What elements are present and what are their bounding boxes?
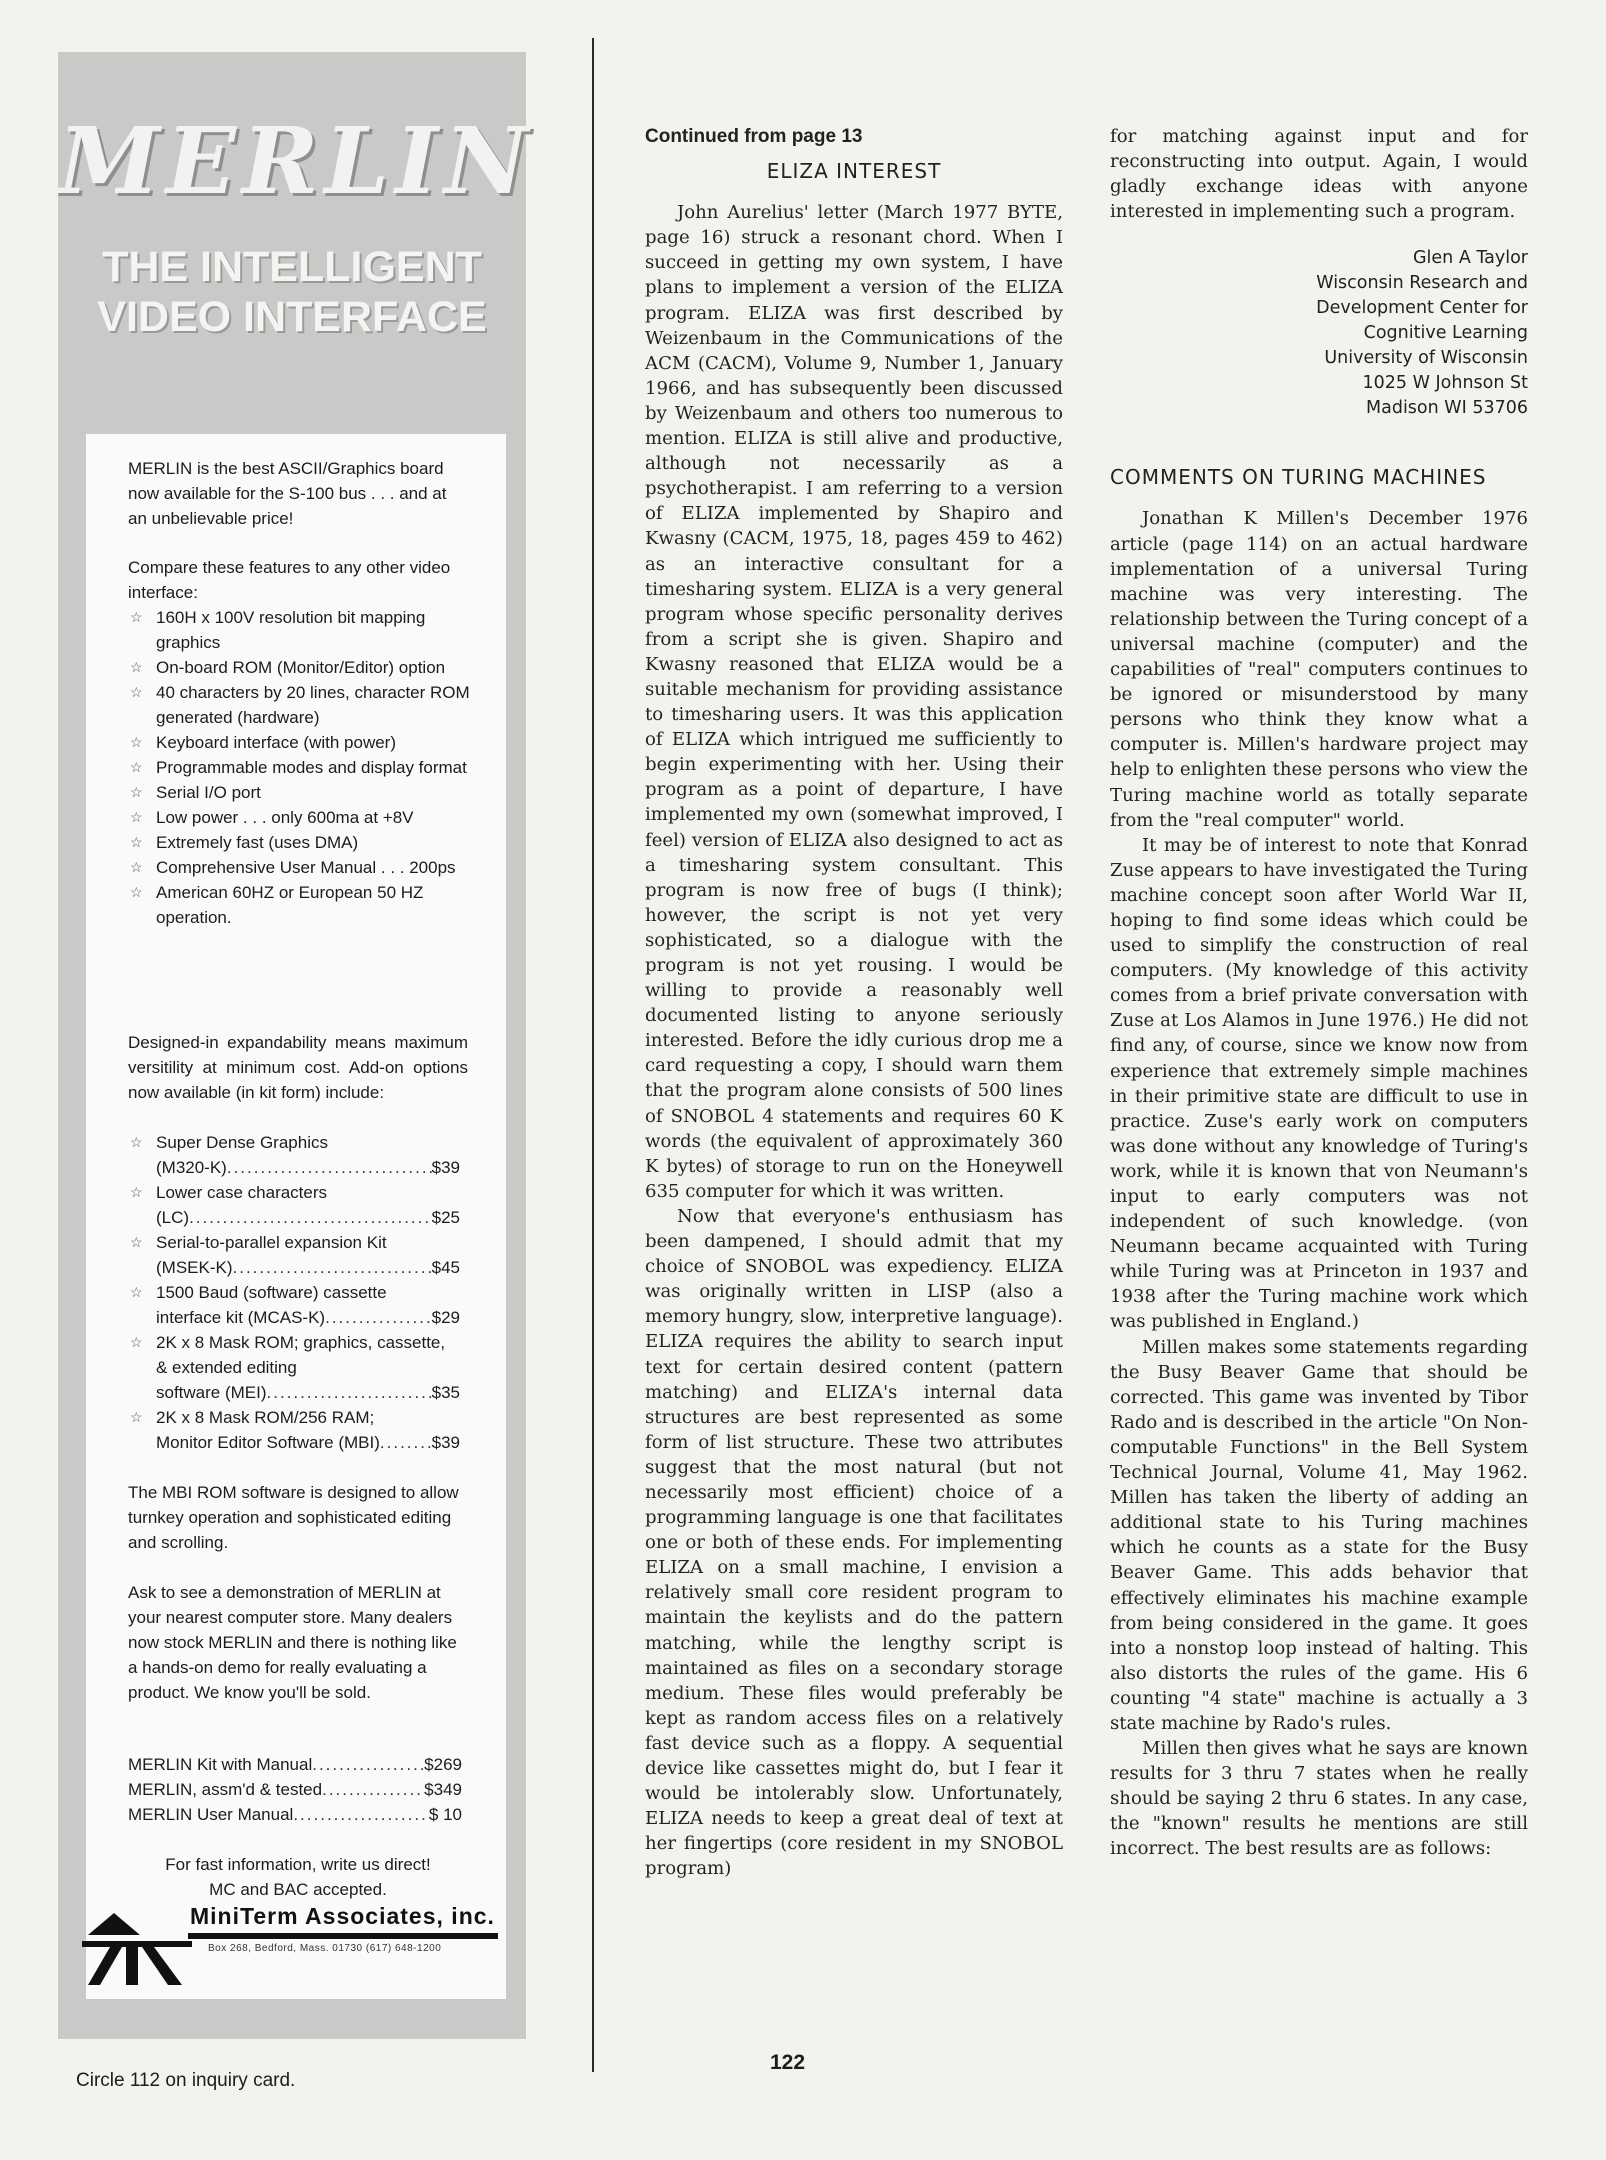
star-icon: ☆ [130, 1284, 143, 1300]
ad-feature-item: ☆ 160H x 100V resolution bit mapping graphics [128, 605, 473, 655]
company-name: MiniTerm Associates, inc. [190, 1903, 495, 1929]
turing-heading: COMMENTS ON TURING MACHINES [1110, 465, 1487, 490]
star-icon: ☆ [130, 859, 143, 875]
star-icon: ☆ [130, 659, 143, 675]
miniterm-logo-icon [82, 1913, 192, 1985]
signature-line: University of Wisconsin [1324, 348, 1528, 369]
letter-signature [1110, 246, 1528, 421]
ad-feature-item: ☆ On-board ROM (Monitor/Editor) option [128, 655, 473, 680]
ad-option-item: ☆ 1500 Baud (software) cassette interface kit (MCAS-K) ..... $29 [128, 1280, 460, 1330]
eliza-paragraph-1: John Aurelius' letter (March 1977 BYTE, page 16) struck a resonant chord. When I succeed in getting my own system, I have plans to implement a version of the ELIZA program. ELIZA was first described by Weizenbaum in the Communications of the ACM (CACM), Volume 9, Number 1, January 1966, and has subsequently been discussed by Weizenbaum and others too numerous to mention. ELIZA is still alive and productive, although not necessarily as a psychotherapist. I am referring to a version of ELIZA implemented by Shapiro and Kwasny (CACM, 1975, 18, pages 459 to 462) as an interactive consultant for a timesharing system. ELIZA is a very general program whose specific personality derives from a script she is given. Shapiro and Kwasny reasoned that ELIZA would be a suitable mechanism for providing assistance to timesharing users. It was this application of ELIZA which intrigued me sufficiently to begin experimenting with her. Using their program as a point of departure, I have implemented my own (somewhat improved, I feel) version of ELIZA also designed to act as a timesharing system consultant. This program is now free of bugs (I think); however, the script is not yet very sophisticated, so a dialogue with the program is not yet rousing. I would be willing to provide a reasonably well documented listing to anyone seriously interested. Before the idly curious drop me a card requesting a copy, I should warn them that the program alone consists of 500 lines of SNOBOL 4 statements and requires 60 K words (the equivalent of approximately 360 K bytes) of storage to run on the Honeywell 635 computer for which it was written. [645, 202, 1063, 1202]
star-icon: ☆ [130, 609, 143, 625]
ad-contact [128, 1852, 468, 1902]
signature-line: Wisconsin Research and [1316, 273, 1528, 294]
signature-line: Glen A Taylor [1412, 248, 1528, 269]
star-icon: ☆ [130, 1234, 143, 1250]
turing-paragraph-4: Millen then gives what he says are known results for 3 thru 7 states when he really should be saying 2 thru 6 states. In any case, the "known" results he mentions are still incorrect. The best results are as follows: [1110, 1738, 1528, 1860]
ad-compare: Compare these features to any other video interface: [128, 558, 451, 602]
article-column-1 [645, 124, 1063, 1881]
ad-feature-item: ☆ Keyboard interface (with power) [128, 730, 473, 755]
continued-note: Continued from page 13 [645, 126, 863, 147]
ad-feature-item: ☆ 40 characters by 20 lines, character ROM generated (hardware) [128, 680, 473, 730]
star-icon: ☆ [130, 1134, 143, 1150]
signature-line: Cognitive Learning [1363, 323, 1528, 344]
ad-demo-text: Ask to see a demonstration of MERLIN at your nearest computer store. Many dealers now stock MERLIN and there is nothing like a hands-on demo for really evaluating a product. We know you'll be sold. [128, 1583, 457, 1702]
ad-option-item: ☆ Lower case characters (LC) ..... $25 [128, 1180, 460, 1230]
ad-options-list [128, 1130, 460, 1455]
turing-paragraph-2: It may be of interest to note that Konrad Zuse appears to have investigated the Turing machine concept soon after World War II, hoping to find some ideas which could be used to simplify the construction of real computers. (My knowledge of this activity comes from a brief private conversation with Zuse at Los Alamos in June 1976.) He did not find any, of course, since we know now from experience that extremely simple machines in their primitive state are difficult to use in practice. Zuse's early work on computers was done without any knowledge of Turing's work, while it is known that von Neumann's input to early computers was not independent of such knowledge. (von Neumann became acquainted with Turing while Turing was at Princeton in 1937 and 1938 after the Turing machine work which was published in England.) [1110, 834, 1528, 1333]
ad-mbi-description: The MBI ROM software is designed to allow turnkey operation and sophisticated editing and scrolling. [128, 1483, 459, 1552]
ad-price-row: MERLIN, assm'd & tested ..... $349 [128, 1777, 462, 1802]
star-icon: ☆ [130, 1184, 143, 1200]
star-icon: ☆ [130, 834, 143, 850]
ad-option-item: ☆ Super Dense Graphics (M320-K) ..... $39 [128, 1130, 460, 1180]
ad-tagline-line-2: VIDEO INTERFACE [97, 293, 487, 341]
column-divider [592, 38, 594, 2072]
signature-line: Development Center for [1316, 298, 1528, 319]
ad-feature-item: ☆ Extremely fast (uses DMA) [128, 830, 473, 855]
star-icon: ☆ [130, 1334, 143, 1350]
ad-price-row: MERLIN User Manual ..... $ 10 [128, 1802, 462, 1827]
star-icon: ☆ [130, 759, 143, 775]
eliza-heading: ELIZA INTEREST [766, 159, 942, 184]
article-column-2 [1110, 124, 1528, 1862]
ad-price-list [128, 1752, 462, 1827]
ad-expandability: Designed-in expandability means maximum versitility at minimum cost. Add-on options now available (in kit form) include: [128, 1033, 468, 1102]
star-icon: ☆ [130, 1409, 143, 1425]
ad-feature-item: ☆ Low power . . . only 600ma at +8V [128, 805, 473, 830]
signature-line: Madison WI 53706 [1366, 398, 1528, 419]
signature-line: 1025 W Johnson St [1362, 373, 1528, 394]
ad-intro: MERLIN is the best ASCII/Graphics board now available for the S-100 bus . . . and at an unbelievable price! [128, 459, 447, 528]
ad-feature-item: ☆ Comprehensive User Manual . . . 200ps [128, 855, 473, 880]
star-icon: ☆ [130, 734, 143, 750]
eliza-paragraph-2-continued: for matching against input and for reconstructing into output. Again, I would gladly exchange ideas with anyone interested in implementing such a program. [1110, 126, 1528, 223]
ad-feature-item: ☆ Serial I/O port [128, 780, 473, 805]
star-icon: ☆ [130, 684, 143, 700]
ad-feature-list [128, 605, 473, 930]
ad-tagline-line-1: THE INTELLIGENT [102, 243, 482, 291]
page-number: 122 [770, 2051, 806, 2074]
company-address: Box 268, Bedford, Mass. 01730 (617) 648-1200 [208, 1943, 442, 1954]
turing-paragraph-3: Millen makes some statements regarding the Busy Beaver Game that should be corrected. This game was invented by Tibor Rado and is described in the article "On Non-computable Functions" in the Bell System Technical Journal, Volume 41, May 1962. Millen has taken the liberty of adding an additional state to his Turing machines which he counts as a state for the Busy Beaver Game. This adds behavior that effectively eliminates his machine example from being considered in the game. It goes into a nonstop loop instead of halting. This also distorts the rules of the game. His 6 counting "4 state" machine is actually a 3 state machine by Rado's rules. [1110, 1336, 1528, 1734]
ad-feature-item: ☆ American 60HZ or European 50 HZ operation. [128, 880, 473, 930]
company-rule [188, 1933, 498, 1939]
ad-option-item: ☆ Serial-to-parallel expansion Kit (MSEK-K) ..... $45 [128, 1230, 460, 1280]
star-icon: ☆ [130, 809, 143, 825]
ad-option-item: ☆ 2K x 8 Mask ROM/256 RAM; Monitor Editor Software (MBI) ..... $39 [128, 1405, 460, 1455]
ad-accepted: MC and BAC accepted. [209, 1880, 387, 1899]
ad-option-item: ☆ 2K x 8 Mask ROM; graphics, cassette, & extended editing software (MEI) ..... $35 [128, 1330, 460, 1405]
star-icon: ☆ [130, 884, 143, 900]
turing-paragraph-1: Jonathan K Millen's December 1976 article (page 114) on an actual hardware implementation of a universal Turing machine was very interesting. The relationship between the Turing concept of a universal machine (computer) and the capabilities of "real" computers continues to be ignored or misunderstood by many persons who think they know what a computer is. Millen's hardware project may help to enlighten these persons who view the Turing machine world as totally separate from the "real computer" world. [1110, 508, 1528, 831]
ad-tagline [58, 242, 526, 342]
ad-feature-item: ☆ Programmable modes and display format [128, 755, 473, 780]
eliza-paragraph-2: Now that everyone's enthusiasm has been dampened, I should admit that my choice of SNOBOL was expediency. ELIZA was originally written in LISP (also a memory hungry, slow, interpretive language). ELIZA requires the ability to search input text for certain desired content (pattern matching) and ELIZA's internal data structures are best represented as some form of list structure. These two attributes suggest that the most natural (but not necessarily most efficient) choice of a programming language is one that facilitates one or both of these ends. For implementing ELIZA on a small machine, I envision a relatively small core resident program to maintain the keylists and do the pattern matching, while the lengthy script is maintained as files on a secondary storage medium. These files would preferably be kept as random access files on a relatively fast device such as a floppy. A sequential device like cassettes might do, but I fear it would be intolerably slow. Unfortunately, ELIZA needs to keep a great deal of text at her fingertips (core resident in my SNOBOL program) [645, 1205, 1063, 1880]
company-block [82, 1903, 502, 2013]
inquiry-note: Circle 112 on inquiry card. [76, 2070, 296, 2091]
ad-price-row: MERLIN Kit with Manual ..... $269 [128, 1752, 462, 1777]
merlin-logo: MERLIN [58, 107, 535, 215]
ad-fast-info: For fast information, write us direct! [165, 1855, 431, 1874]
star-icon: ☆ [130, 784, 143, 800]
